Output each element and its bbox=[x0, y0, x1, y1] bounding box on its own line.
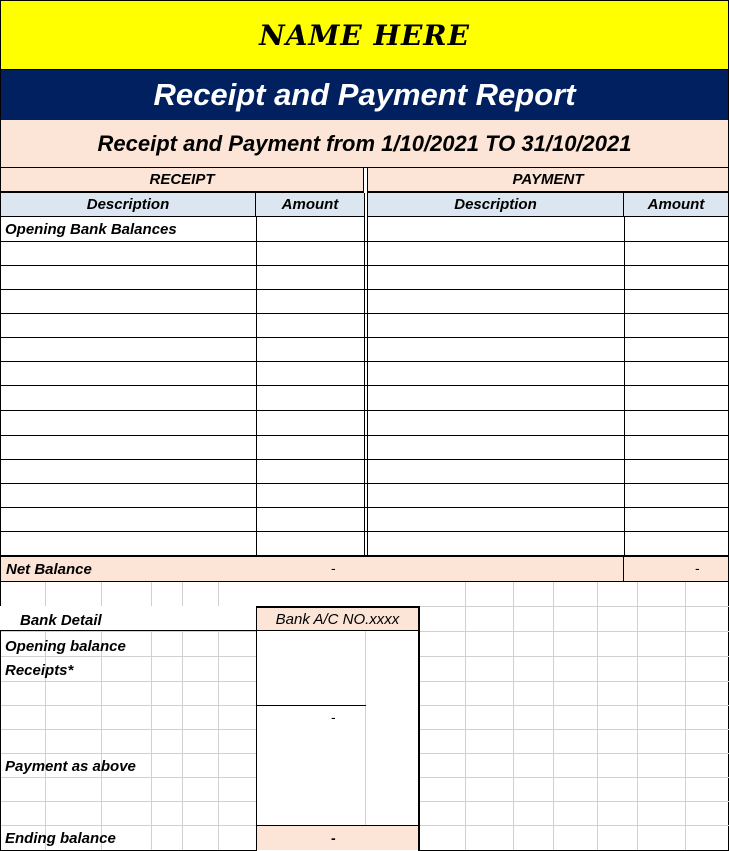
net-balance-receipt-value: - bbox=[331, 560, 336, 576]
payment-description-header: Description bbox=[367, 193, 624, 217]
receipts-label: Receipts* bbox=[5, 662, 74, 679]
net-balance-payment-value: - bbox=[695, 560, 700, 576]
name-banner: NAME HERE bbox=[0, 0, 729, 70]
ending-balance-value: - bbox=[331, 830, 336, 846]
report-period: Receipt and Payment from 1/10/2021 TO 31/10/2021 bbox=[0, 120, 729, 168]
opening-balance-label: Opening balance bbox=[5, 638, 126, 655]
bank-detail-block bbox=[0, 582, 729, 851]
receipt-payment-table bbox=[0, 217, 729, 557]
opening-bank-balances-label: Opening Bank Balances bbox=[5, 221, 177, 238]
bank-subtotal-value: - bbox=[331, 709, 336, 725]
bank-account-header: Bank A/C NO.xxxx bbox=[275, 611, 400, 628]
payment-amount-header: Amount bbox=[624, 193, 729, 217]
ending-balance-label: Ending balance bbox=[5, 830, 116, 847]
bank-detail-label: Bank Detail bbox=[20, 612, 102, 629]
net-balance-row bbox=[0, 557, 729, 582]
net-balance-label: Net Balance bbox=[6, 561, 92, 578]
payment-section-header: PAYMENT bbox=[367, 168, 729, 193]
report-title: Receipt and Payment Report bbox=[0, 70, 729, 120]
receipt-section-header: RECEIPT bbox=[0, 168, 364, 193]
receipt-amount-header: Amount bbox=[256, 193, 365, 217]
receipt-description-header: Description bbox=[0, 193, 256, 217]
payment-as-above-label: Payment as above bbox=[5, 758, 136, 775]
